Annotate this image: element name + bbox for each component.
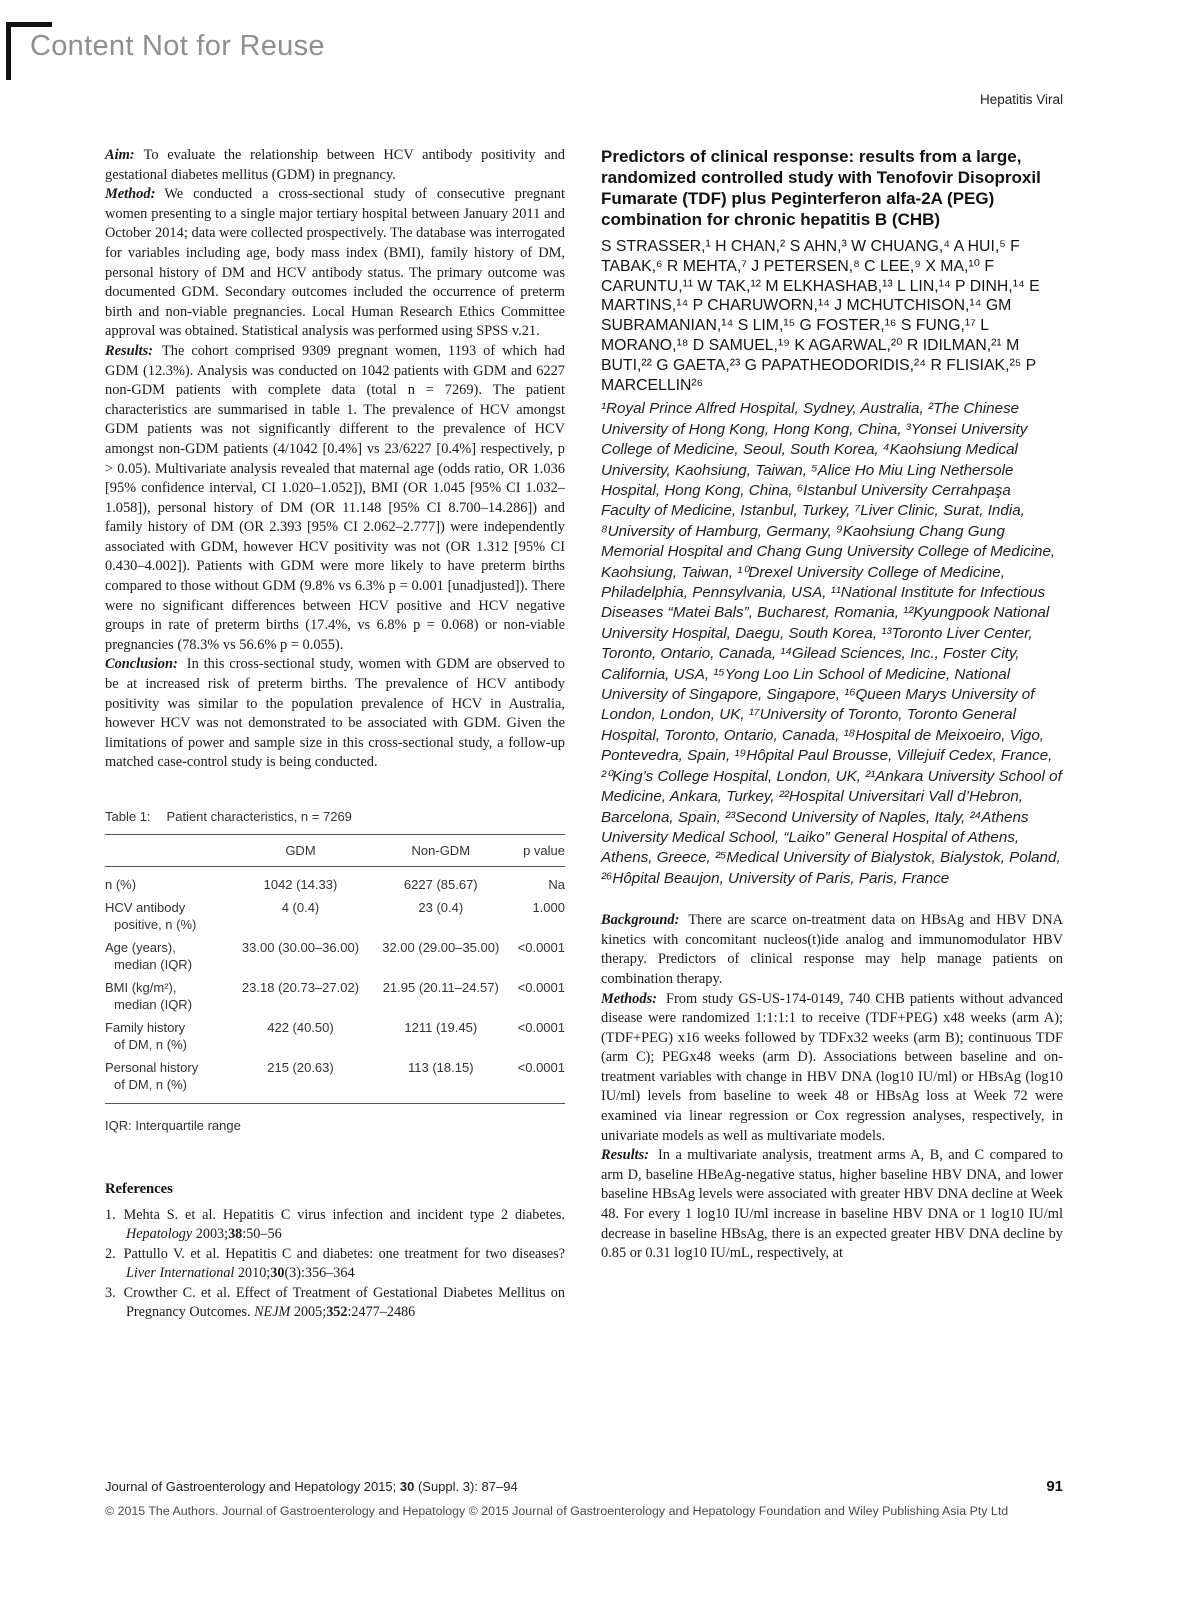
table-header-nongdm: Non-GDM: [372, 835, 510, 867]
patient-characteristics-table: [105, 834, 565, 1104]
table-caption-text: Patient characteristics, n = 7269: [166, 809, 352, 824]
reference-item: 2. Pattullo V. et al. Hepatitis C and diabetes: one treatment for two diseases? Liver International 2010;30(3):356–364: [105, 1246, 565, 1281]
copyright-line: © 2015 The Authors. Journal of Gastroenterology and Hepatology © 2015 Journal of Gastroenterology and Hepatology Foundation and Wiley Publishing Asia Pty Ltd: [105, 1504, 1009, 1518]
table-row: [105, 976, 565, 1016]
right-column: [601, 146, 1063, 1264]
table-caption-label: Table 1:: [105, 809, 151, 824]
aim-text: To evaluate the relationship between HCV antibody positivity and gestational diabetes mellitus (GDM) in pregnancy.: [105, 147, 565, 183]
references-list: [105, 1206, 565, 1322]
table-header-row: [105, 835, 565, 867]
reference-item: 1. Mehta S. et al. Hepatitis C virus infection and incident type 2 diabetes. Hepatology 2003;38:50–56: [105, 1207, 565, 1242]
row-gdm-value: 4 (0.4): [281, 900, 320, 915]
content-columns: [105, 146, 1063, 1323]
references-heading: References: [105, 1181, 173, 1197]
row-p-value: <0.0001: [517, 1020, 565, 1035]
abstract2-results: [601, 1146, 1063, 1264]
abstract1-aim: [105, 146, 565, 185]
row-nongdm-value: 6227 (85.67): [403, 877, 478, 892]
abstract2-background: [601, 911, 1063, 989]
running-head: Hepatitis Viral: [979, 92, 1063, 107]
row-gdm-value: 422 (40.50): [267, 1020, 334, 1035]
results-label: Results:: [105, 342, 153, 359]
row-label: HCV antibody positive, n (%): [105, 900, 197, 932]
left-column: [105, 146, 565, 1323]
table-header-gdm: GDM: [229, 835, 372, 867]
conclusion-text: In this cross-sectional study, women with GDM are observed to be at increased risk of preterm births. The prevalence of HCV antibody positivity was similar to the population prevalence of HCV in Australia, however HCV was not demonstrated to be associated with GDM. Given the limitations of power and sample size in this cross-sectional study, a follow-up matched case-control study is being conducted.: [105, 656, 565, 771]
method-label: Method:: [105, 186, 156, 203]
method-text: We conducted a cross-sectional study of consecutive pregnant women presenting to a single major tertiary hospital between January 2011 and October 2014; data were collected prospectively. The database was interrogated for variables including age, body mass index (BMI), family history of DM, personal history of DM and HCV antibody status. The primary outcome was documented GDM. Secondary outcomes included the occurrence of preterm birth and non-viable pregnancies. Local Human Research Ethics Committee approval was obtained. Statistical analysis was performed using SPSS v.21.: [105, 186, 565, 340]
abstract2-methods: [601, 990, 1063, 1147]
row-nongdm-value: 32.00 (29.00–35.00): [382, 940, 500, 955]
table-footnote: IQR: Interquartile range: [105, 1118, 241, 1133]
abstract2-authors: S STRASSER,¹ H CHAN,² S AHN,³ W CHUANG,⁴ A HUI,⁵ F TABAK,⁶ R MEHTA,⁷ J PETERSEN,⁸ C LEE,⁹ X MA,¹⁰ F CARUNTU,¹¹ W TAK,¹² M ELKHASHAB,¹³ L LIN,¹⁴ P DINH,¹⁴ E MARTINS,¹⁴ P CHARUWORN,¹⁴ J MCHUTCHISON,¹⁴ GM SUBRAMANIAN,¹⁴ S LIM,¹⁵ G FOSTER,¹⁶ S FUNG,¹⁷ L MORANO,¹⁸ D SAMUEL,¹⁹ K AGARWAL,²⁰ R IDILMAN,²¹ M BUTI,²² G GAETA,²³ G PAPATHEODORIDIS,²⁴ R FLISIAK,²⁵ P MARCELLIN²⁶: [601, 238, 1040, 394]
abstract2-title: Predictors of clinical response: results from a large, randomized controlled study with Tenofovir Disoproxil Fumarate (TDF) plus Peginterferon alfa-2A (PEG) combination for chronic hepatitis B (CHB): [601, 147, 1041, 229]
table-row: [105, 896, 565, 936]
row-nongdm-value: 21.95 (20.11–24.57): [382, 980, 499, 995]
row-p-value: <0.0001: [510, 1056, 565, 1104]
row-p-value: Na: [548, 877, 565, 892]
row-label: Family history of DM, n (%): [105, 1020, 187, 1052]
page-footer: [105, 1478, 1063, 1518]
row-nongdm-value: 113 (18.15): [372, 1056, 510, 1104]
table-caption: [105, 809, 565, 824]
table-header-empty: [105, 835, 229, 867]
watermark-text: Content Not for Reuse: [30, 30, 325, 62]
row-gdm-value: 1042 (14.33): [263, 877, 338, 892]
row-gdm-value: 23.18 (20.73–27.02): [241, 980, 360, 995]
background-text: There are scarce on-treatment data on HBsAg and HBV DNA kinetics with concomitant nucleos(t)ide analog and immunomodulator HBV therapy. Predictors of clinical response may help manage patients on combination therapy.: [601, 912, 1063, 987]
abstract2-affiliations: ¹Royal Prince Alfred Hospital, Sydney, Australia, ²The Chinese University of Hong Kong, Hong Kong, China, ³Yonsei University College of Medicine, Seoul, South Korea, ⁴Kaohsiung Medical University, Kaohsiung, Taiwan, ⁵Alice Ho Miu Ling Nethersole Hospital, Hong Kong, China, ⁶Istanbul University Cerrahpaşa Faculty of Medicine, Istanbul, Turkey, ⁷Liver Clinic, Surat, India, ⁸University of Hamburg, Germany, ⁹Kaohsiung Chang Gung Memorial Hospital and Chang Gung University College of Medicine, Kaohsiung, Taiwan, ¹⁰Drexel University College of Medicine, Philadelphia, Pennsylvania, USA, ¹¹National Institute for Infectious Diseases “Matei Bals”, Bucharest, Romania, ¹²Kyungpook National University Hospital, Daegu, South Korea, ¹³Toronto Liver Center, Toronto, Ontario, Canada, ¹⁴Gilead Sciences, Inc., Foster City, California, USA, ¹⁵Yong Loo Lin School of Medicine, National University of Singapore, Singapore, ¹⁶Queen Marys University of London, London, UK, ¹⁷University of Toronto, Toronto General Hospital, Toronto, Ontario, Canada, ¹⁸Hospital de Meixoeiro, Vigo, Pontevedra, Spain, ¹⁹Hôpital Paul Brousse, Villejuif Cedex, France, ²⁰King’s College Hospital, London, UK, ²¹Ankara University School of Medicine, Ankara, Turkey, ²²Hospital Universitari Vall d’Hebron, Barcelona, Spain, ²³Second University of Naples, Italy, ²⁴Athens University Medical School, “Laiko” General Hospital of Athens, Athens, Greece, ²⁵Medical University of Bialystok, Bialystok, Poland, ²⁶Hôpital Beaujon, University of Paris, Paris, France: [601, 400, 1062, 887]
row-label: BMI (kg/m²), median (IQR): [105, 980, 193, 1012]
crop-mark-horizontal: [6, 22, 52, 27]
row-p-value: <0.0001: [517, 980, 565, 995]
methods-label: Methods:: [601, 990, 657, 1007]
methods-text: From study GS-US-174-0149, 740 CHB patients without advanced disease were randomized 1:1:1:1 to receive (TDF+PEG) x48 weeks (arm A); (TDF+PEG) x16 weeks followed by TDFx32 weeks (arm B); continuous TDF (arm C); PEGx48 weeks (arm D). Associations between baseline and on-treatment variables with change in HBV DNA (log10 IU/ml) or HBsAg (log10 IU/ml) levels from baseline to week 48 or HBsAg loss at Week 72 were examined via linear regression or Cox regression analyses, respectively, in univariate models as well as multivariate models.: [601, 990, 1063, 1144]
background-label: Background:: [601, 912, 680, 929]
table-row: [105, 867, 565, 897]
reference-item: 3. Crowther C. et al. Effect of Treatment of Gestational Diabetes Mellitus on Pregnancy Outcomes. NEJM 2005;352:2477–2486: [105, 1285, 565, 1320]
results2-text: In a multivariate analysis, treatment arms A, B, and C compared to arm D, baseline HBeAg-negative status, higher baseline HBV DNA, and lower baseline HBsAg levels were associated with greater HBV DNA decline at Week 48. For every 1 log10 IU/ml increase in baseline HBV DNA or 1 log10 IU/ml decrease in baseline HBsAg, there is an expected greater HBV DNA decline by 0.85 or 0.31 log10 IU/mL, respectively, at: [601, 1147, 1063, 1262]
abstract1-method: [105, 185, 565, 342]
journal-citation: Journal of Gastroenterology and Hepatology 2015; 30 (Suppl. 3): 87–94: [105, 1479, 518, 1494]
table-header-pvalue: p value: [510, 835, 565, 867]
row-label: n (%): [105, 877, 137, 892]
abstract1-conclusion: [105, 655, 565, 773]
row-label: Age (years), median (IQR): [105, 940, 193, 972]
footer-line: [105, 1478, 1063, 1495]
row-p-value: 1.000: [532, 900, 565, 915]
results2-label: Results:: [601, 1147, 649, 1164]
conclusion-label: Conclusion:: [105, 656, 178, 673]
row-label: Personal history of DM, n (%): [105, 1056, 229, 1104]
page-number: 91: [1046, 1478, 1063, 1495]
table-row: [105, 936, 565, 976]
table-row: [105, 1056, 565, 1104]
abstract1-results: [105, 342, 565, 656]
table-row: [105, 1016, 565, 1056]
row-nongdm-value: 1211 (19.45): [404, 1020, 478, 1035]
row-gdm-value: 33.00 (30.00–36.00): [241, 940, 360, 955]
crop-mark-vertical: [6, 22, 11, 80]
aim-label: Aim:: [105, 147, 135, 163]
row-gdm-value: 215 (20.63): [229, 1056, 372, 1104]
row-p-value: <0.0001: [517, 940, 565, 955]
results-text: The cohort comprised 9309 pregnant women, 1193 of which had GDM (12.3%). Analysis was conducted on 1042 patients with GDM and 6227 non-GDM patients with complete data (total n = 7269). The patient characteristics are summarised in table 1. The prevalence of HCV amongst GDM patients was not significantly different to the prevalence of HCV amongst non-GDM patients (4/1042 [0.4%] vs 23/6227 [0.4%] respectively, p > 0.05). Multivariate analysis revealed that maternal age (odds ratio, OR 1.036 [95% confidence interval, CI 1.020–1.052]), BMI (OR 1.045 [95% CI 1.032–1.058]), personal history of DM (OR 11.148 [95% CI 8.700–14.286]) and family history of DM (OR 2.393 [95% CI 2.062–2.777]) were independently associated with GDM, however HCV positivity was not (OR 1.312 [95% CI 0.430–4.002]). Patients with GDM were more likely to have preterm births compared to those without GDM (9.8% vs 6.3% p = 0.001 [unadjusted]). There were no significant differences between HCV positive and HCV negative groups in rate of preterm births (17.4%, vs 6.8% p = 0.068) or non-viable pregnancies (78.3% vs 56.6% p = 0.055).: [105, 342, 565, 653]
row-nongdm-value: 23 (0.4): [418, 900, 464, 915]
